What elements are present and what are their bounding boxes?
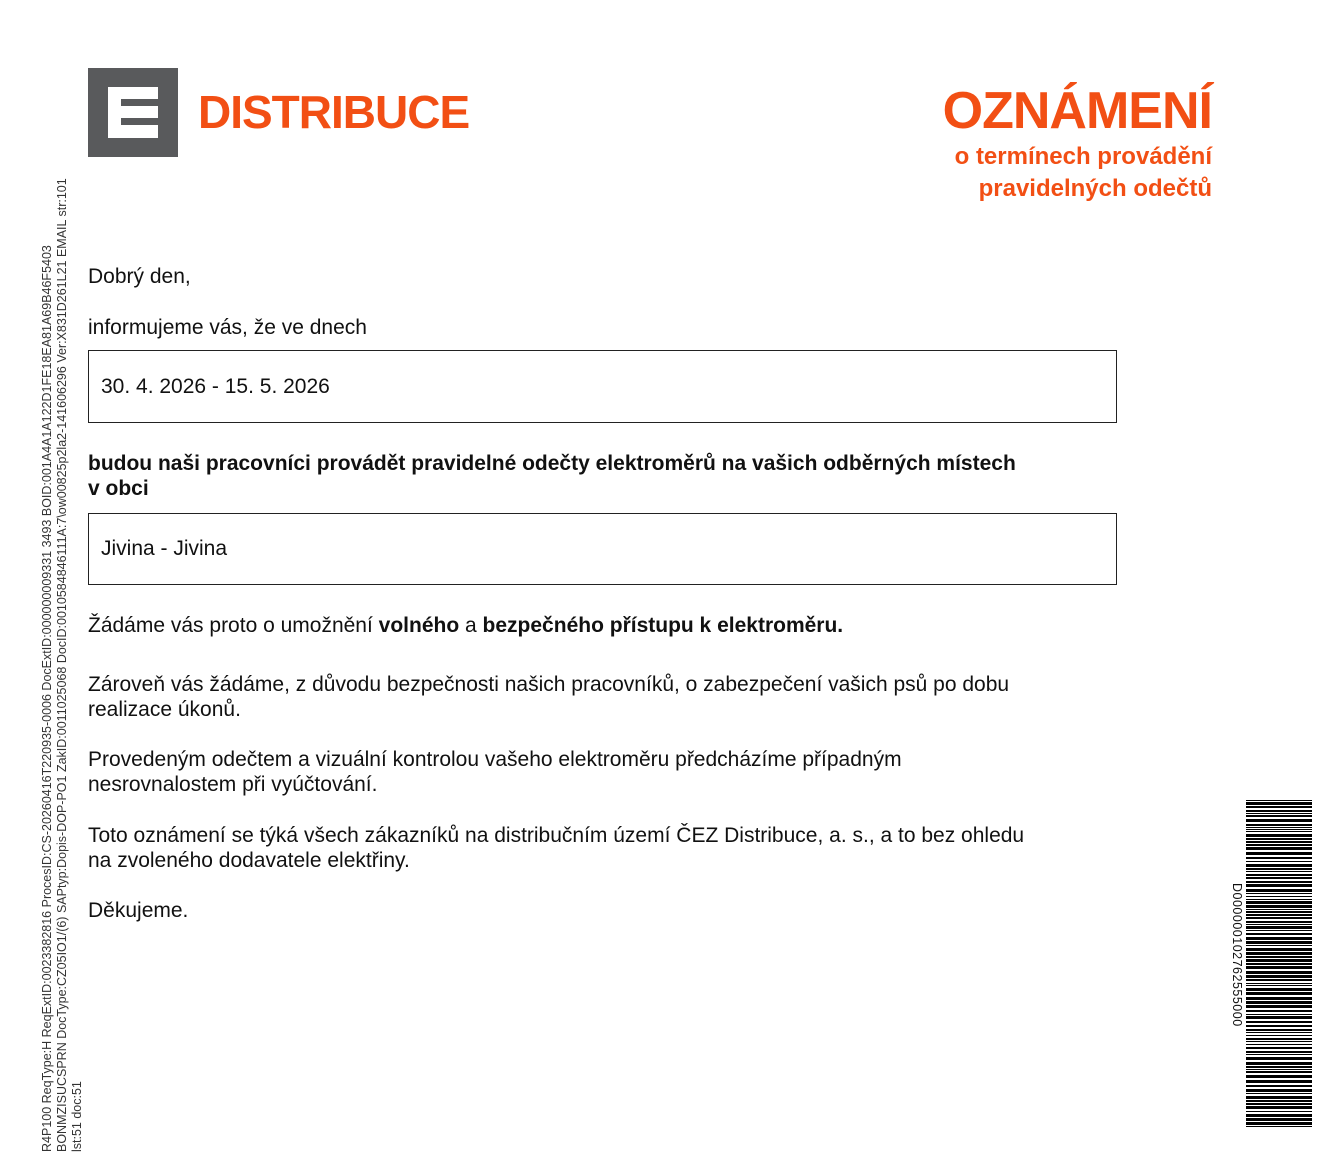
request-bold-free: volného: [378, 614, 460, 637]
barcode-bar: [1246, 884, 1312, 887]
barcode-bar: [1246, 1029, 1312, 1031]
workers-paragraph: [88, 451, 1128, 501]
barcode-number: D000000102762555000: [1230, 883, 1244, 1027]
barcode-bar: [1246, 1089, 1312, 1092]
barcode-bar: [1246, 819, 1312, 822]
barcode-bar: [1246, 1085, 1312, 1087]
barcode-bar: [1246, 1044, 1312, 1045]
barcode-bar: [1246, 911, 1312, 913]
barcode: [1246, 800, 1312, 1128]
barcode-bar: [1246, 941, 1312, 944]
barcode-bar: [1246, 881, 1312, 883]
barcode-bar: [1246, 896, 1312, 897]
scope-line1: Toto oznámení se týká všech zákazníků na distribučním území ČEZ Distribuce, a. s., a to bez ohledu: [88, 824, 1025, 847]
scope-line2: na zvoleného dodavatele elektřiny.: [88, 849, 410, 872]
barcode-bar: [1246, 959, 1312, 962]
barcode-bar: [1246, 1100, 1312, 1102]
barcode-bar: [1246, 1054, 1312, 1055]
request-text-2: a: [459, 614, 483, 637]
barcode-bar: [1246, 1014, 1312, 1015]
barcode-bar: [1246, 1010, 1312, 1012]
barcode-bar: [1246, 975, 1312, 978]
barcode-bar: [1246, 937, 1312, 940]
barcode-bar: [1246, 945, 1312, 946]
intro-text: informujeme vás, že ve dnech: [88, 316, 367, 339]
barcode-bar: [1246, 1066, 1312, 1068]
side-meta-line2: BONMZISUCSPRN DocType:CZ05IO1/(6) SAPtyp:Dopis-DOP-PO1 ZakID:0011025068 DocID:0010584846111A:7\ow00825p2la2-141606296 Ver:X831D261L21 EMAIL str:101: [55, 178, 69, 1152]
barcode-bar: [1246, 838, 1312, 840]
barcode-bar: [1246, 1071, 1312, 1073]
reading-line2: nesrovnalostem při vyúčtování.: [88, 773, 378, 796]
workers-line2: v obci: [88, 477, 149, 500]
barcode-bar: [1246, 992, 1312, 995]
barcode-bar: [1246, 1103, 1312, 1105]
barcode-bar: [1246, 800, 1312, 801]
barcode-bar: [1246, 997, 1312, 1000]
barcode-bar: [1246, 1118, 1312, 1121]
barcode-bar: [1246, 905, 1312, 908]
barcode-bar: [1246, 813, 1312, 814]
barcode-bar: [1246, 864, 1312, 867]
brand-name: DISTRIBUCE: [198, 86, 470, 138]
notice-subtitle-line2: pravidelných odečtů: [978, 175, 1212, 202]
reading-line1: Provedeným odečtem a vizuální kontrolou vašeho elektroměru předcházíme případným: [88, 748, 902, 771]
barcode-bar: [1246, 909, 1312, 910]
barcode-bar: [1246, 1051, 1312, 1053]
barcode-bar: [1246, 1106, 1312, 1109]
barcode-bar: [1246, 806, 1312, 808]
barcode-bar: [1246, 1001, 1312, 1004]
barcode-bar: [1246, 1122, 1312, 1125]
barcode-bar: [1246, 917, 1312, 919]
barcode-bar: [1246, 847, 1312, 850]
barcode-bar: [1246, 924, 1312, 925]
barcode-bar: [1246, 1111, 1312, 1112]
barcode-bar: [1246, 988, 1312, 991]
barcode-bar: [1246, 1057, 1312, 1060]
cez-logo: [88, 68, 178, 157]
barcode-bar: [1246, 963, 1312, 965]
barcode-bar: [1246, 1038, 1312, 1040]
barcode-bar: [1246, 844, 1312, 846]
dogs-line1: Zároveň vás žádáme, z důvodu bezpečnosti našich pracovníků, o zabezpečení vašich psů po dobu: [88, 673, 1010, 696]
barcode-bar: [1246, 921, 1312, 923]
barcode-bar: [1246, 1021, 1312, 1023]
barcode-bar: [1246, 1080, 1312, 1083]
barcode-bar: [1246, 956, 1312, 958]
barcode-bar: [1246, 1114, 1312, 1117]
barcode-bar: [1246, 985, 1312, 986]
notice-title-block: [943, 82, 1212, 204]
barcode-bar: [1246, 952, 1312, 955]
barcode-bar: [1246, 1075, 1312, 1078]
barcode-bar: [1246, 930, 1312, 931]
barcode-bar: [1246, 933, 1312, 935]
barcode-bar: [1246, 824, 1312, 826]
barcode-bar: [1246, 966, 1312, 969]
dogs-line2: realizace úkonů.: [88, 698, 241, 721]
barcode-bar: [1246, 868, 1312, 870]
request-bold-safe-access: bezpečného přístupu k elektroměru.: [482, 614, 844, 637]
reading-paragraph: [88, 747, 1128, 797]
date-range-box: [88, 350, 1117, 423]
barcode-bar: [1246, 834, 1312, 837]
barcode-bar: [1246, 831, 1312, 832]
notice-subtitle-line1: o termínech provádění: [954, 143, 1212, 170]
barcode-bar: [1246, 877, 1312, 879]
barcode-bar: [1246, 802, 1312, 805]
barcode-bar: [1246, 893, 1312, 894]
side-metadata: [40, 132, 85, 1152]
barcode-bar: [1246, 1016, 1312, 1019]
side-meta-line1: R4P100 ReqType:H ReqExtID:0023382816 ProcesID:CS-20260416T220935-0006 DocExtID:000000009331 3493 BOID:001A4A1A122D1FE18EA81A69B46F5403: [40, 245, 54, 1152]
barcode-bar: [1246, 1032, 1312, 1033]
date-range: 30. 4. 2026 - 15. 5. 2026: [101, 374, 330, 398]
barcode-bar: [1246, 926, 1312, 929]
side-meta-line3: lst:51 doc:51: [70, 1081, 84, 1152]
barcode-bar: [1246, 857, 1312, 859]
cez-logo-mark: [88, 68, 178, 157]
barcode-bar: [1246, 914, 1312, 916]
barcode-bar: [1246, 815, 1312, 817]
barcode-bar: [1246, 1035, 1312, 1036]
notice-title: OZNÁMENÍ: [942, 82, 1212, 140]
barcode-bar: [1246, 1096, 1312, 1099]
barcode-bar: [1246, 899, 1312, 900]
barcode-bar: [1246, 948, 1312, 951]
barcode-bar: [1246, 1062, 1312, 1065]
thanks: Děkujeme.: [88, 899, 189, 922]
barcode-bar: [1246, 1005, 1312, 1008]
barcode-bar: [1246, 827, 1312, 828]
barcode-bar: [1246, 889, 1312, 892]
barcode-bar: [1246, 852, 1312, 855]
barcode-bar: [1246, 1041, 1312, 1042]
barcode-bar: [1246, 1093, 1312, 1094]
barcode-bar: [1246, 861, 1312, 862]
workers-line1: budou naši pracovníci provádět pravidelné odečty elektroměrů na vašich odběrných místech: [88, 452, 1016, 475]
location-box: [88, 513, 1117, 585]
barcode-bar: [1246, 983, 1312, 984]
dogs-paragraph: [88, 672, 1128, 722]
barcode-bar: [1246, 871, 1312, 872]
barcode-bar: [1246, 901, 1312, 904]
barcode-bar: [1246, 841, 1312, 843]
greeting: Dobrý den,: [88, 265, 191, 288]
location: Jivina - Jivina: [101, 537, 228, 560]
barcode-bar: [1246, 971, 1312, 974]
barcode-bar: [1246, 1047, 1312, 1049]
barcode-bar: [1246, 829, 1312, 830]
barcode-bar: [1246, 1069, 1312, 1070]
request-text-1: Žádáme vás proto o umožnění: [88, 614, 379, 637]
barcode-bar: [1246, 1025, 1312, 1027]
barcode-bar: [1246, 1126, 1312, 1127]
barcode-bar: [1246, 874, 1312, 876]
access-request: [88, 613, 1128, 638]
barcode-bar: [1246, 810, 1312, 812]
scope-paragraph: [88, 823, 1128, 873]
barcode-bar: [1246, 979, 1312, 981]
